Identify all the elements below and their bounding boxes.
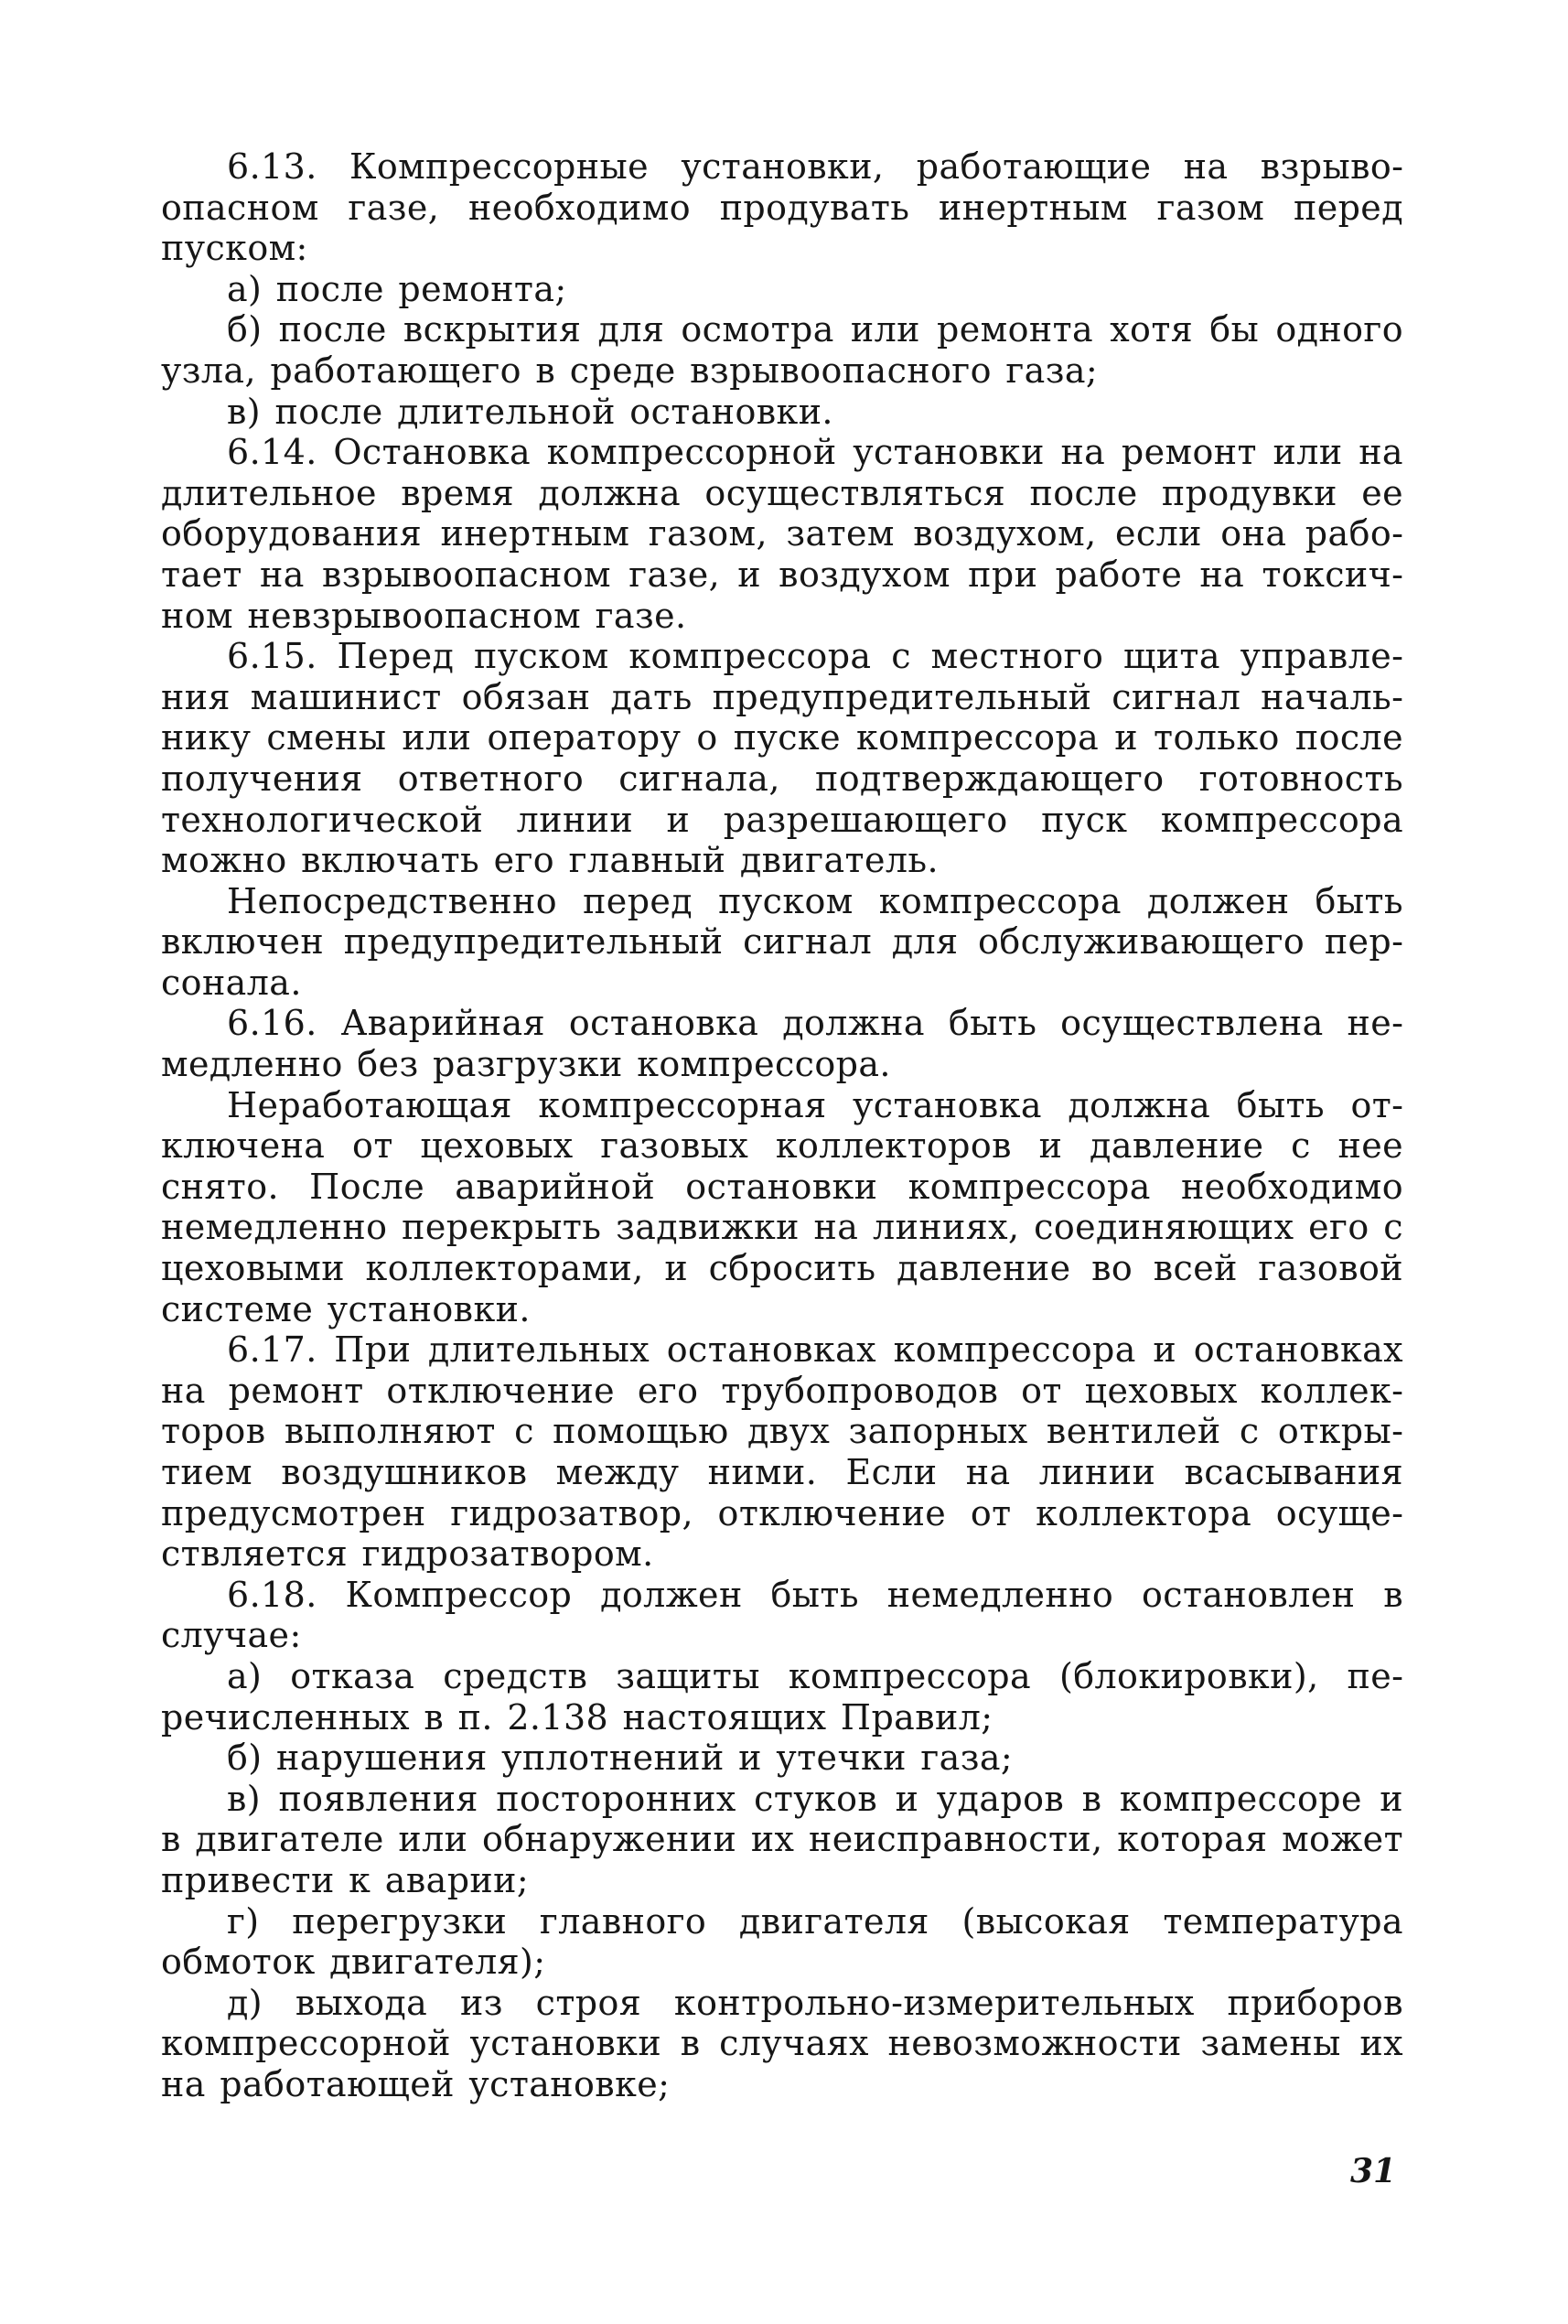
- page-number: 31: [1350, 2152, 1397, 2190]
- case-item-v: в) появления посторонних стуков и ударов в компрессоре и в двигателе или обнаружении их неисправности, которая может привести к аварии;: [161, 1778, 1403, 1900]
- paragraph-6-15: 6.15. Перед пуском компрессора с местного щита управления машинист обязан дать предупредительный сигнал начальнику смены или оператору о пуске компрессора и только после получения ответного сигнала, подтверждающего готовность технологической линии и разрешающего пуск компрессора можно включать его главный двигатель.: [161, 636, 1403, 881]
- case-item-a: а) отказа средств защиты компрессора (блокировки), перечисленных в п. 2.138 настоящих Правил;: [161, 1655, 1403, 1738]
- body-text: [161, 146, 1403, 2105]
- paragraph-6-18: 6.18. Компрессор должен быть немедленно остановлен в случае:: [161, 1574, 1403, 1656]
- case-item-g: г) перегрузки главного двигателя (высокая температура обмоток двигателя);: [161, 1900, 1403, 1983]
- paragraph-6-15-cont: Непосредственно перед пуском компрессора должен быть включен предупредительный сигнал для обслуживающего персонала.: [161, 880, 1403, 1003]
- case-item-b: б) нарушения уплотнений и утечки газа;: [227, 1738, 1014, 1779]
- paragraph-6-16-cont: Неработающая компрессорная установка должна быть отключена от цеховых газовых коллекторов и давление с нее снято. После аварийной остановки компрессора необходимо немедленно перекрыть задвижки на линиях, соединяющих его с цеховыми коллекторами, и сбросить давление во всей газовой системе установки.: [161, 1084, 1403, 1329]
- case-item-d: д) выхода из строя контрольно-измерительных приборов компрессорной установки в случаях невозможности замены их на работающей установке;: [161, 1982, 1403, 2104]
- paragraph-6-14: 6.14. Остановка компрессорной установки на ремонт или на длительное время должна осуществляться после продувки ее оборудования инертным газом, затем воздухом, если она работает на взрывоопасном газе, и воздухом при работе на токсичном невзрывоопасном газе.: [161, 432, 1403, 636]
- list-item-v: в) после длительной остановки.: [227, 391, 833, 432]
- paragraph-6-13: 6.13. Компрессорные установки, работающие на взрывоопасном газе, необходимо продувать инертным газом перед пуском:: [161, 146, 1403, 269]
- list-item-b: б) после вскрытия для осмотра или ремонта хотя бы одного узла, работающего в среде взрывоопасного газа;: [161, 309, 1403, 391]
- paragraph-6-17: 6.17. При длительных остановках компрессора и остановках на ремонт отключение его трубопроводов от цеховых коллекторов выполняют с помощью двух запорных вентилей с открытием воздушников между ними. Если на линии всасывания предусмотрен гидрозатвор, отключение от коллектора осуществляется гидрозатвором.: [161, 1329, 1403, 1575]
- paragraph-6-16: 6.16. Аварийная остановка должна быть осуществлена немедленно без разгрузки компрессора.: [161, 1003, 1403, 1085]
- list-item-a: а) после ремонта;: [227, 268, 567, 309]
